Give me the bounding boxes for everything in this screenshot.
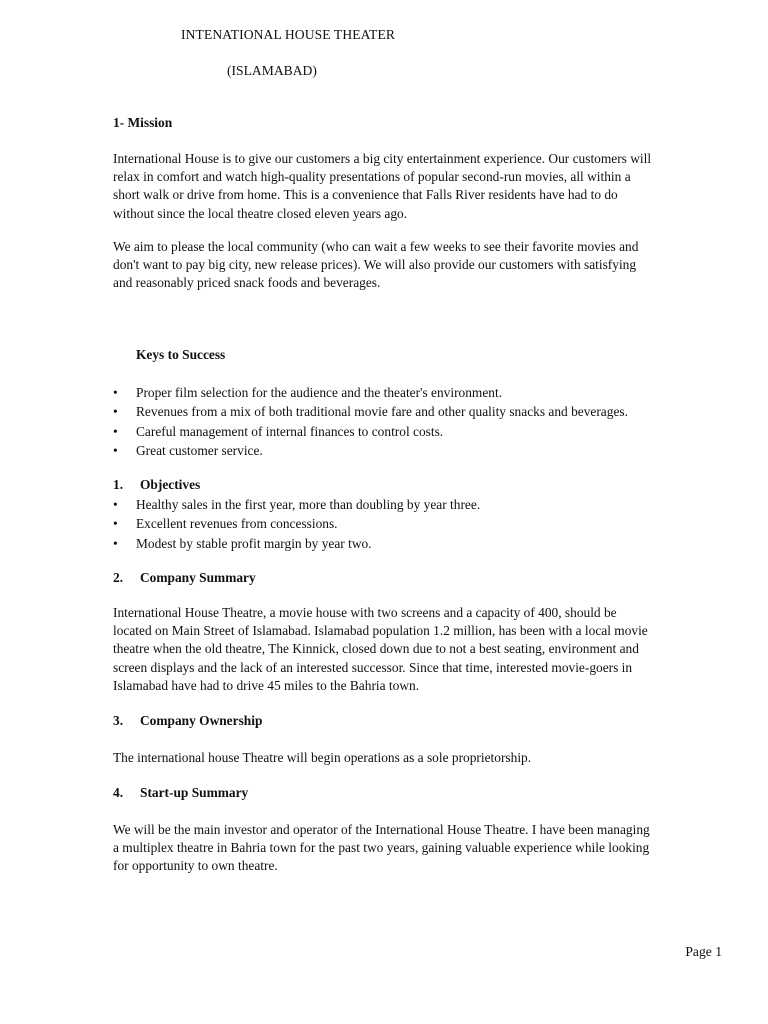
list-item-text: Modest by stable profit margin by year two.: [136, 535, 372, 551]
text-line: don't want to pay big city, new release prices). We will also provide our customers with satisfying: [113, 257, 637, 273]
bullet-icon: •: [113, 423, 118, 439]
list-item: [113, 383, 628, 402]
list-item: [113, 402, 628, 421]
section-title: Objectives: [140, 477, 201, 492]
section-title: Company Ownership: [140, 713, 263, 728]
list-item: [113, 534, 480, 553]
text-line: The international house Theatre will begin operations as a sole proprietorship.: [113, 750, 532, 765]
text-line: located on Main Street of Islamabad. Islamabad population 1.2 million, has been with a local movie: [113, 623, 648, 639]
list-item: [113, 422, 628, 441]
text-line: International House is to give our customers a big city entertainment experience. Our customers will: [113, 151, 652, 166]
text-line: and reasonably priced snack foods and beverages.: [113, 275, 381, 291]
text-line: relax in comfort and watch high-quality presentations of popular second-run movies, all within a: [113, 169, 631, 185]
company-summary-paragraph: [113, 604, 723, 695]
text-line: for opportunity to own theatre.: [113, 858, 278, 874]
objectives-list: [113, 495, 480, 553]
page-number: Page 1: [685, 944, 722, 959]
list-item-text: Great customer service.: [136, 442, 263, 458]
document-title: INTENATIONAL HOUSE THEATER: [181, 27, 396, 42]
objectives-heading: [113, 477, 200, 493]
list-item-text: Proper film selection for the audience and the theater's environment.: [136, 385, 503, 400]
company-ownership-paragraph: [113, 749, 723, 767]
startup-summary-heading: [113, 785, 248, 801]
section-title: Start-up Summary: [140, 785, 249, 800]
list-item-text: Healthy sales in the first year, more than doubling by year three.: [136, 497, 481, 512]
list-item: [113, 441, 628, 460]
mission-heading: 1- Mission: [113, 115, 173, 130]
list-item-text: Revenues from a mix of both traditional movie fare and other quality snacks and beverages.: [136, 404, 628, 420]
text-line: We aim to please the local community (who can wait a few weeks to see their favorite movies and: [113, 239, 639, 254]
bullet-icon: •: [113, 404, 118, 420]
bullet-icon: •: [113, 497, 118, 512]
text-line: International House Theatre, a movie house with two screens and a capacity of 400, should be: [113, 605, 617, 620]
list-item: [113, 514, 480, 533]
list-item-text: Excellent revenues from concessions.: [136, 516, 338, 532]
bullet-icon: •: [113, 535, 118, 551]
bullet-icon: •: [113, 385, 118, 400]
startup-summary-paragraph: [113, 821, 723, 876]
text-line: Islamabad have had to drive 45 miles to the Bahria town.: [113, 677, 420, 693]
text-line: screen displays and the lack of an interested successor. Since that time, interested movie-goers in: [113, 659, 633, 675]
company-summary-heading: [113, 570, 256, 586]
document-subtitle: (ISLAMABAD): [227, 63, 317, 78]
keys-list: [113, 383, 628, 460]
section-title: Company Summary: [140, 570, 256, 585]
mission-paragraph-2: [113, 238, 723, 293]
section-number: 4.: [113, 785, 124, 800]
text-line: theatre when the old theatre, The Kinnick, closed down due to not a best seating, environment and: [113, 641, 639, 657]
text-line: short walk or drive from home. This is a convenience that Falls River residents have had to do: [113, 187, 618, 203]
list-item: [113, 495, 480, 514]
company-ownership-heading: [113, 713, 262, 729]
section-number: 3.: [113, 713, 124, 728]
section-number: 1.: [113, 477, 124, 492]
keys-heading: Keys to Success: [136, 347, 226, 362]
bullet-icon: •: [113, 442, 118, 458]
text-line: without since the local theatre closed eleven years ago.: [113, 205, 408, 221]
text-line: We will be the main investor and operator of the International House Theatre. I have been managing: [113, 822, 650, 837]
bullet-icon: •: [113, 516, 118, 532]
mission-paragraph-1: [113, 150, 723, 223]
text-line: a multiplex theatre in Bahria town for the past two years, gaining valuable experience while looking: [113, 840, 650, 856]
section-number: 2.: [113, 570, 124, 585]
list-item-text: Careful management of internal finances to control costs.: [136, 423, 444, 439]
